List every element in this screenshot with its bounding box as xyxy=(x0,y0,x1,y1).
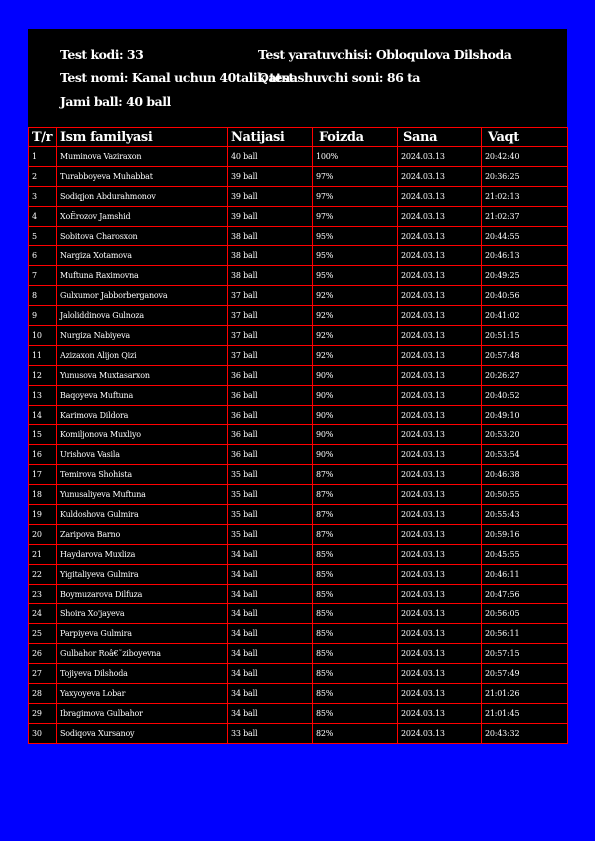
table-row xyxy=(29,226,568,246)
result-score: 35 ball xyxy=(228,505,313,525)
student-name: Parpiyeva Gulmira xyxy=(57,624,228,644)
test-info-header xyxy=(28,29,567,127)
result-percent: 97% xyxy=(313,166,398,186)
col-header-percent: Foizda xyxy=(313,128,398,147)
result-score: 36 ball xyxy=(228,365,313,385)
result-score: 34 ball xyxy=(228,564,313,584)
result-score: 34 ball xyxy=(228,703,313,723)
test-time: 20:42:40 xyxy=(482,147,568,167)
test-time: 20:55:43 xyxy=(482,505,568,525)
result-score: 36 ball xyxy=(228,445,313,465)
table-row xyxy=(29,385,568,405)
result-percent: 95% xyxy=(313,266,398,286)
test-creator: Test yaratuvchisi: Obloqulova Dilshoda xyxy=(258,47,512,62)
result-percent: 97% xyxy=(313,206,398,226)
result-score: 37 ball xyxy=(228,306,313,326)
test-date: 2024.03.13 xyxy=(398,664,482,684)
test-time: 20:40:56 xyxy=(482,286,568,306)
test-time: 20:56:05 xyxy=(482,604,568,624)
test-date: 2024.03.13 xyxy=(398,684,482,704)
test-date: 2024.03.13 xyxy=(398,326,482,346)
result-score: 36 ball xyxy=(228,385,313,405)
row-number: 2 xyxy=(29,166,57,186)
result-percent: 100% xyxy=(313,147,398,167)
test-time: 20:53:20 xyxy=(482,425,568,445)
table-row xyxy=(29,564,568,584)
col-header-date: Sana xyxy=(398,128,482,147)
test-date: 2024.03.13 xyxy=(398,703,482,723)
test-code: Test kodi: 33 xyxy=(60,47,144,62)
table-row xyxy=(29,286,568,306)
participant-count: Qatnashuvchi soni: 86 ta xyxy=(258,70,421,85)
result-percent: 95% xyxy=(313,226,398,246)
result-score: 38 ball xyxy=(228,246,313,266)
result-score: 35 ball xyxy=(228,524,313,544)
student-name: Nurgiza Nabiyeva xyxy=(57,326,228,346)
result-score: 33 ball xyxy=(228,723,313,743)
row-number: 25 xyxy=(29,624,57,644)
student-name: Sodiqjon Abdurahmonov xyxy=(57,186,228,206)
student-name: Jaloliddinova Gulnoza xyxy=(57,306,228,326)
result-score: 34 ball xyxy=(228,544,313,564)
table-row xyxy=(29,624,568,644)
table-row xyxy=(29,405,568,425)
result-percent: 90% xyxy=(313,445,398,465)
result-percent: 85% xyxy=(313,584,398,604)
row-number: 19 xyxy=(29,505,57,525)
result-score: 34 ball xyxy=(228,684,313,704)
test-time: 20:43:32 xyxy=(482,723,568,743)
test-date: 2024.03.13 xyxy=(398,405,482,425)
student-name: Shoira Xo'jayeva xyxy=(57,604,228,624)
result-score: 35 ball xyxy=(228,485,313,505)
result-percent: 85% xyxy=(313,644,398,664)
table-row xyxy=(29,147,568,167)
col-header-number: T/r xyxy=(29,128,57,147)
test-date: 2024.03.13 xyxy=(398,345,482,365)
result-score: 39 ball xyxy=(228,166,313,186)
result-percent: 95% xyxy=(313,246,398,266)
result-percent: 85% xyxy=(313,703,398,723)
total-score: Jami ball: 40 ball xyxy=(60,94,171,109)
test-date: 2024.03.13 xyxy=(398,604,482,624)
test-date: 2024.03.13 xyxy=(398,385,482,405)
test-time: 20:59:16 xyxy=(482,524,568,544)
row-number: 1 xyxy=(29,147,57,167)
test-time: 20:50:55 xyxy=(482,485,568,505)
row-number: 12 xyxy=(29,365,57,385)
test-time: 20:40:52 xyxy=(482,385,568,405)
col-header-name: Ism familyasi xyxy=(57,128,228,147)
test-date: 2024.03.13 xyxy=(398,584,482,604)
test-time: 20:57:48 xyxy=(482,345,568,365)
test-date: 2024.03.13 xyxy=(398,524,482,544)
test-date: 2024.03.13 xyxy=(398,445,482,465)
test-time: 20:41:02 xyxy=(482,306,568,326)
test-date: 2024.03.13 xyxy=(398,286,482,306)
result-percent: 92% xyxy=(313,345,398,365)
student-name: Yunusaliyeva Muftuna xyxy=(57,485,228,505)
test-time: 20:57:15 xyxy=(482,644,568,664)
test-date: 2024.03.13 xyxy=(398,723,482,743)
test-date: 2024.03.13 xyxy=(398,246,482,266)
result-score: 36 ball xyxy=(228,405,313,425)
test-time: 20:53:54 xyxy=(482,445,568,465)
table-row xyxy=(29,664,568,684)
result-score: 37 ball xyxy=(228,345,313,365)
result-score: 37 ball xyxy=(228,286,313,306)
result-score: 34 ball xyxy=(228,664,313,684)
col-header-result: Natijasi xyxy=(228,128,313,147)
row-number: 26 xyxy=(29,644,57,664)
result-score: 34 ball xyxy=(228,644,313,664)
col-header-time: Vaqt xyxy=(482,128,568,147)
student-name: Baqoyeva Muftuna xyxy=(57,385,228,405)
result-score: 36 ball xyxy=(228,425,313,445)
row-number: 27 xyxy=(29,664,57,684)
table-header-row xyxy=(29,128,568,147)
test-time: 20:36:25 xyxy=(482,166,568,186)
row-number: 5 xyxy=(29,226,57,246)
student-name: Zaripova Barno xyxy=(57,524,228,544)
student-name: Tojiyeva Dilshoda xyxy=(57,664,228,684)
student-name: Urishova Vasila xyxy=(57,445,228,465)
table-row xyxy=(29,246,568,266)
student-name: Kuldoshova Gulmira xyxy=(57,505,228,525)
test-date: 2024.03.13 xyxy=(398,485,482,505)
table-row xyxy=(29,365,568,385)
table-row xyxy=(29,186,568,206)
results-sheet xyxy=(28,29,567,743)
table-row xyxy=(29,445,568,465)
test-date: 2024.03.13 xyxy=(398,226,482,246)
table-row xyxy=(29,485,568,505)
row-number: 9 xyxy=(29,306,57,326)
table-row xyxy=(29,306,568,326)
student-name: Yunusova Muxtasarxon xyxy=(57,365,228,385)
row-number: 28 xyxy=(29,684,57,704)
result-percent: 90% xyxy=(313,385,398,405)
result-percent: 87% xyxy=(313,524,398,544)
row-number: 16 xyxy=(29,445,57,465)
student-name: Gulxumor Jabborberganova xyxy=(57,286,228,306)
row-number: 15 xyxy=(29,425,57,445)
result-percent: 87% xyxy=(313,505,398,525)
table-row xyxy=(29,684,568,704)
result-score: 34 ball xyxy=(228,584,313,604)
result-score: 37 ball xyxy=(228,326,313,346)
table-row xyxy=(29,326,568,346)
row-number: 11 xyxy=(29,345,57,365)
table-row xyxy=(29,723,568,743)
student-name: Muminova Vaziraxon xyxy=(57,147,228,167)
result-percent: 85% xyxy=(313,624,398,644)
row-number: 7 xyxy=(29,266,57,286)
test-date: 2024.03.13 xyxy=(398,186,482,206)
table-row xyxy=(29,544,568,564)
row-number: 14 xyxy=(29,405,57,425)
result-percent: 85% xyxy=(313,604,398,624)
test-time: 21:02:13 xyxy=(482,186,568,206)
student-name: Nargiza Xotamova xyxy=(57,246,228,266)
test-time: 20:26:27 xyxy=(482,365,568,385)
test-date: 2024.03.13 xyxy=(398,266,482,286)
test-time: 20:47:56 xyxy=(482,584,568,604)
table-row xyxy=(29,703,568,723)
result-percent: 92% xyxy=(313,326,398,346)
student-name: Yigitaliyeva Gulmira xyxy=(57,564,228,584)
student-name: Komiljonova Muxliyo xyxy=(57,425,228,445)
test-date: 2024.03.13 xyxy=(398,564,482,584)
row-number: 3 xyxy=(29,186,57,206)
result-score: 38 ball xyxy=(228,226,313,246)
test-time: 20:49:25 xyxy=(482,266,568,286)
result-percent: 92% xyxy=(313,306,398,326)
row-number: 20 xyxy=(29,524,57,544)
row-number: 8 xyxy=(29,286,57,306)
result-percent: 97% xyxy=(313,186,398,206)
row-number: 29 xyxy=(29,703,57,723)
row-number: 6 xyxy=(29,246,57,266)
result-score: 34 ball xyxy=(228,624,313,644)
test-date: 2024.03.13 xyxy=(398,166,482,186)
test-date: 2024.03.13 xyxy=(398,544,482,564)
row-number: 30 xyxy=(29,723,57,743)
table-row xyxy=(29,345,568,365)
table-row xyxy=(29,206,568,226)
student-name: Temirova Shohista xyxy=(57,465,228,485)
test-time: 21:02:37 xyxy=(482,206,568,226)
result-percent: 90% xyxy=(313,425,398,445)
test-time: 20:46:38 xyxy=(482,465,568,485)
test-date: 2024.03.13 xyxy=(398,147,482,167)
result-percent: 85% xyxy=(313,544,398,564)
student-name: Boymuzarova Dilfuza xyxy=(57,584,228,604)
row-number: 4 xyxy=(29,206,57,226)
student-name: Haydarova Muxliza xyxy=(57,544,228,564)
student-name: XoЁrozov Jamshid xyxy=(57,206,228,226)
test-name: Test nomi: Kanal uchun 40talik test xyxy=(60,70,294,85)
test-time: 20:46:13 xyxy=(482,246,568,266)
test-date: 2024.03.13 xyxy=(398,465,482,485)
result-percent: 85% xyxy=(313,564,398,584)
result-percent: 82% xyxy=(313,723,398,743)
row-number: 22 xyxy=(29,564,57,584)
table-row xyxy=(29,166,568,186)
test-time: 21:01:26 xyxy=(482,684,568,704)
table-row xyxy=(29,604,568,624)
table-row xyxy=(29,465,568,485)
row-number: 17 xyxy=(29,465,57,485)
row-number: 10 xyxy=(29,326,57,346)
test-date: 2024.03.13 xyxy=(398,425,482,445)
student-name: Sodiqova Xursanoy xyxy=(57,723,228,743)
student-name: Gulbahor Roâ€˜ziboyevna xyxy=(57,644,228,664)
table-row xyxy=(29,584,568,604)
row-number: 21 xyxy=(29,544,57,564)
test-date: 2024.03.13 xyxy=(398,505,482,525)
student-name: Muftuna Raximovna xyxy=(57,266,228,286)
row-number: 24 xyxy=(29,604,57,624)
test-time: 20:44:55 xyxy=(482,226,568,246)
test-time: 20:49:10 xyxy=(482,405,568,425)
result-percent: 87% xyxy=(313,465,398,485)
result-percent: 87% xyxy=(313,485,398,505)
table-row xyxy=(29,524,568,544)
result-score: 35 ball xyxy=(228,465,313,485)
student-name: Ibragimova Gulbahor xyxy=(57,703,228,723)
student-name: Yaxyoyeva Lobar xyxy=(57,684,228,704)
table-body xyxy=(29,147,568,744)
table-row xyxy=(29,425,568,445)
table-row xyxy=(29,266,568,286)
test-date: 2024.03.13 xyxy=(398,206,482,226)
result-score: 34 ball xyxy=(228,604,313,624)
result-percent: 92% xyxy=(313,286,398,306)
test-date: 2024.03.13 xyxy=(398,365,482,385)
result-percent: 90% xyxy=(313,365,398,385)
result-score: 39 ball xyxy=(228,206,313,226)
row-number: 13 xyxy=(29,385,57,405)
test-date: 2024.03.13 xyxy=(398,644,482,664)
result-score: 40 ball xyxy=(228,147,313,167)
student-name: Sobitova Charosxon xyxy=(57,226,228,246)
result-score: 39 ball xyxy=(228,186,313,206)
test-date: 2024.03.13 xyxy=(398,624,482,644)
test-time: 20:45:55 xyxy=(482,544,568,564)
result-percent: 85% xyxy=(313,664,398,684)
result-percent: 90% xyxy=(313,405,398,425)
student-name: Azizaxon Alijon Qizi xyxy=(57,345,228,365)
student-name: Karimova Dildora xyxy=(57,405,228,425)
row-number: 23 xyxy=(29,584,57,604)
table-row xyxy=(29,644,568,664)
result-score: 38 ball xyxy=(228,266,313,286)
result-percent: 85% xyxy=(313,684,398,704)
test-date: 2024.03.13 xyxy=(398,306,482,326)
table-row xyxy=(29,505,568,525)
test-time: 21:01:45 xyxy=(482,703,568,723)
test-time: 20:57:49 xyxy=(482,664,568,684)
test-time: 20:51:15 xyxy=(482,326,568,346)
test-time: 20:56:11 xyxy=(482,624,568,644)
results-table xyxy=(28,127,568,744)
student-name: Turabboyeva Muhabbat xyxy=(57,166,228,186)
row-number: 18 xyxy=(29,485,57,505)
test-time: 20:46:11 xyxy=(482,564,568,584)
